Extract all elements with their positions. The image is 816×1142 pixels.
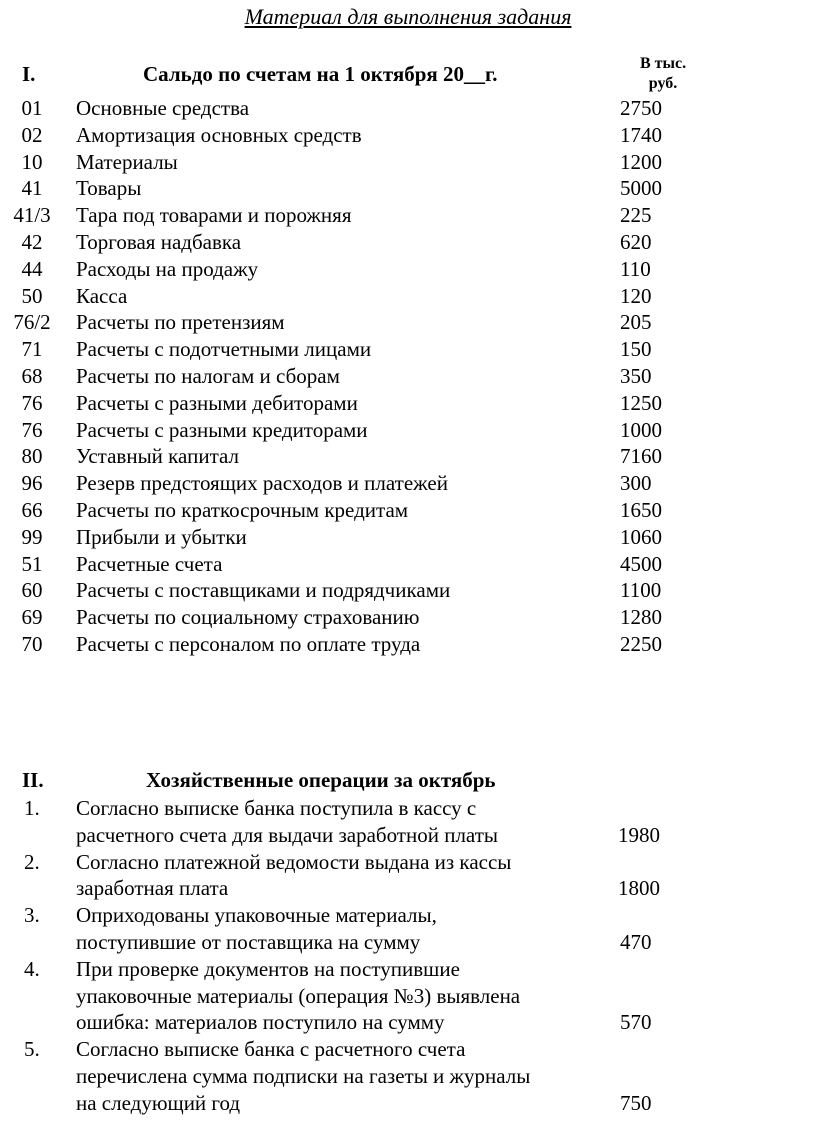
operation-line: поступившие от поставщика на сумму <box>76 929 421 954</box>
account-code: 60 <box>21 578 43 603</box>
balance-row <box>0 551 816 578</box>
account-name: Материалы <box>76 149 178 174</box>
operation-description <box>76 849 596 903</box>
balance-row <box>0 524 816 551</box>
account-name: Расходы на продажу <box>76 256 259 281</box>
account-code: 76 <box>21 390 43 415</box>
account-amount: 110 <box>620 256 651 281</box>
operation-line: перечислена сумма подписки на газеты и журналы <box>76 1063 531 1088</box>
account-code: 41/3 <box>13 203 51 228</box>
page-title: Материал для выполнения задания <box>244 4 572 29</box>
balance-row <box>0 390 816 417</box>
balance-row <box>0 470 816 497</box>
operation-amount: 570 <box>620 1010 652 1035</box>
operation-line: При проверке документов на поступившие <box>76 956 460 981</box>
balance-row <box>0 283 816 310</box>
account-amount: 120 <box>620 283 652 308</box>
account-name: Расчеты по претензиям <box>76 310 285 335</box>
account-code: 69 <box>21 605 43 630</box>
account-name: Касса <box>76 283 128 308</box>
operation-item <box>0 902 816 956</box>
operation-item <box>0 956 816 1036</box>
account-name: Резерв предстоящих расходов и платежей <box>76 471 448 496</box>
account-name: Прибыли и убытки <box>76 524 247 549</box>
operation-line: Согласно выписке банка с расчетного счета <box>76 1037 466 1062</box>
account-code: 96 <box>21 471 43 496</box>
account-code: 51 <box>21 551 43 576</box>
operation-number: 1. <box>24 796 40 820</box>
operation-number: 4. <box>24 956 40 981</box>
operation-item <box>0 795 816 849</box>
account-code: 42 <box>21 229 43 254</box>
account-amount: 1740 <box>620 122 662 147</box>
account-name: Расчеты с подотчетными лицами <box>76 337 372 362</box>
operation-number: 2. <box>24 849 40 874</box>
account-code: 71 <box>21 337 43 362</box>
account-amount: 1650 <box>620 497 662 522</box>
account-amount: 5000 <box>620 176 662 201</box>
account-code: 66 <box>21 497 43 522</box>
operation-amount: 1980 <box>618 822 660 847</box>
account-name: Расчеты с персоналом по оплате труда <box>76 631 421 656</box>
balance-row <box>0 363 816 390</box>
operation-number: 3. <box>24 903 40 928</box>
account-code: 76 <box>21 417 43 442</box>
account-code: 99 <box>21 524 43 549</box>
operation-number: 5. <box>24 1037 40 1062</box>
operation-description <box>76 1036 596 1116</box>
account-name: Торговая надбавка <box>76 229 242 254</box>
account-name: Расчеты по краткосрочным кредитам <box>76 497 409 522</box>
operation-amount: 1800 <box>618 876 660 901</box>
account-amount: 620 <box>620 229 652 254</box>
account-code: 76/2 <box>13 310 51 335</box>
operation-line: Оприходованы упаковочные материалы, <box>76 903 437 928</box>
account-name: Расчеты по налогам и сборам <box>76 363 340 388</box>
operation-line: расчетного счета для выдачи заработной платы <box>76 822 498 847</box>
account-code: 01 <box>21 96 43 120</box>
operation-description <box>76 902 596 956</box>
balance-row <box>0 417 816 444</box>
balance-row <box>0 604 816 631</box>
account-code: 70 <box>21 631 43 656</box>
account-amount: 205 <box>620 310 652 335</box>
account-name: Расчеты с поставщиками и подрядчиками <box>76 578 451 603</box>
balance-row <box>0 631 816 658</box>
section-2-title: Хозяйственные операции за октябрь <box>146 768 496 792</box>
account-code: 41 <box>21 176 43 201</box>
account-code: 68 <box>21 363 43 388</box>
balance-row <box>0 175 816 202</box>
balance-row <box>0 95 816 122</box>
account-name: Амортизация основных средств <box>76 122 362 147</box>
account-name: Расчетные счета <box>76 551 223 576</box>
account-amount: 2250 <box>620 631 662 656</box>
unit-note <box>608 54 718 94</box>
balance-row <box>0 122 816 149</box>
operation-line: заработная плата <box>76 876 229 901</box>
operation-item <box>0 1036 816 1116</box>
operation-line: на следующий год <box>76 1090 241 1115</box>
account-name: Расчеты с разными кредиторами <box>76 417 368 442</box>
account-code: 44 <box>21 256 43 281</box>
account-amount: 4500 <box>620 551 662 576</box>
balance-row <box>0 202 816 229</box>
operation-line: упаковочные материалы (операция №3) выявлена <box>76 983 521 1008</box>
account-amount: 1060 <box>620 524 662 549</box>
unit-note-line-2: руб. <box>648 75 678 92</box>
account-code: 80 <box>21 444 43 469</box>
account-code: 50 <box>21 283 43 308</box>
operation-description <box>76 956 596 1036</box>
account-name: Тара под товарами и порожняя <box>76 203 352 228</box>
balance-row <box>0 497 816 524</box>
account-amount: 225 <box>620 203 652 228</box>
account-amount: 300 <box>620 471 652 496</box>
unit-note-line-1: В тыс. <box>639 55 687 72</box>
operation-line: Согласно выписке банка поступила в кассу с <box>76 796 477 820</box>
account-amount: 1250 <box>620 390 662 415</box>
operation-amount: 750 <box>620 1090 652 1115</box>
account-amount: 1100 <box>620 578 662 603</box>
account-amount: 150 <box>620 337 652 362</box>
balance-row <box>0 309 816 336</box>
operation-amount: 470 <box>620 929 652 954</box>
balance-row <box>0 229 816 256</box>
operation-line: ошибка: материалов поступило на сумму <box>76 1010 445 1035</box>
operation-item <box>0 849 816 903</box>
account-amount: 350 <box>620 363 652 388</box>
section-1-title: Сальдо по счетам на 1 октября 20__г. <box>143 62 498 86</box>
account-amount: 1000 <box>620 417 662 442</box>
account-amount: 1200 <box>620 149 662 174</box>
account-name: Расчеты с разными дебиторами <box>76 390 358 415</box>
balance-row <box>0 149 816 176</box>
account-name: Расчеты по социальному страхованию <box>76 605 420 630</box>
balance-row <box>0 443 816 470</box>
account-code: 10 <box>21 149 43 174</box>
balance-row <box>0 336 816 363</box>
account-name: Товары <box>76 176 142 201</box>
account-name: Уставный капитал <box>76 444 239 469</box>
account-amount: 7160 <box>620 444 662 469</box>
balance-row <box>0 577 816 604</box>
operation-description <box>76 795 596 849</box>
account-amount: 1280 <box>620 605 662 630</box>
account-code: 02 <box>21 122 43 147</box>
section-1-number: I. <box>22 62 36 86</box>
operation-line: Согласно платежной ведомости выдана из кассы <box>76 849 512 874</box>
account-balance-list <box>0 95 816 658</box>
account-name: Основные средства <box>76 96 250 120</box>
account-amount: 2750 <box>620 96 662 120</box>
section-2-number: II. <box>22 768 44 792</box>
balance-row <box>0 256 816 283</box>
operations-list <box>0 795 816 1117</box>
